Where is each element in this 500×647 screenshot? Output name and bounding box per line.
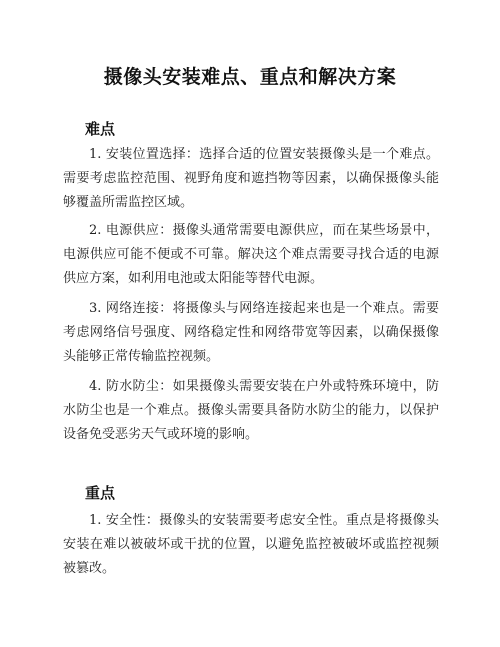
difficulty-item-2: 2. 电源供应：摄像头通常需要电源供应，而在某些场景中，电源供应可能不便或不可靠。解决这个难点需要寻找合适的电源供应方案，如利用电池或太阳能等替代电源。 <box>63 223 439 286</box>
page-title: 摄像头安装难点、重点和解决方案 <box>103 66 397 88</box>
section-heading-key-points: 重点 <box>85 484 116 502</box>
section-heading-difficulties: 难点 <box>85 120 116 138</box>
key-point-item-1: 1. 安全性：摄像头的安装需要考虑安全性。重点是将摄像头安装在难以被破坏或干扰的位置，以避免监控被破坏或监控视频被篡改。 <box>63 513 439 576</box>
difficulty-item-1: 1. 安装位置选择：选择合适的位置安装摄像头是一个难点。需要考虑监控范围、视野角度和遮挡物等因素，以确保摄像头能够覆盖所需监控区域。 <box>63 147 439 210</box>
difficulty-item-4: 4. 防水防尘：如果摄像头需要安装在户外或特殊环境中，防水防尘也是一个难点。摄像头需要具备防水防尘的能力，以保护设备免受恶劣天气或环境的影响。 <box>63 379 439 442</box>
difficulty-item-3: 3. 网络连接：将摄像头与网络连接起来也是一个难点。需要考虑网络信号强度、网络稳定性和网络带宽等因素，以确保摄像头能够正常传输监控视频。 <box>63 301 439 364</box>
